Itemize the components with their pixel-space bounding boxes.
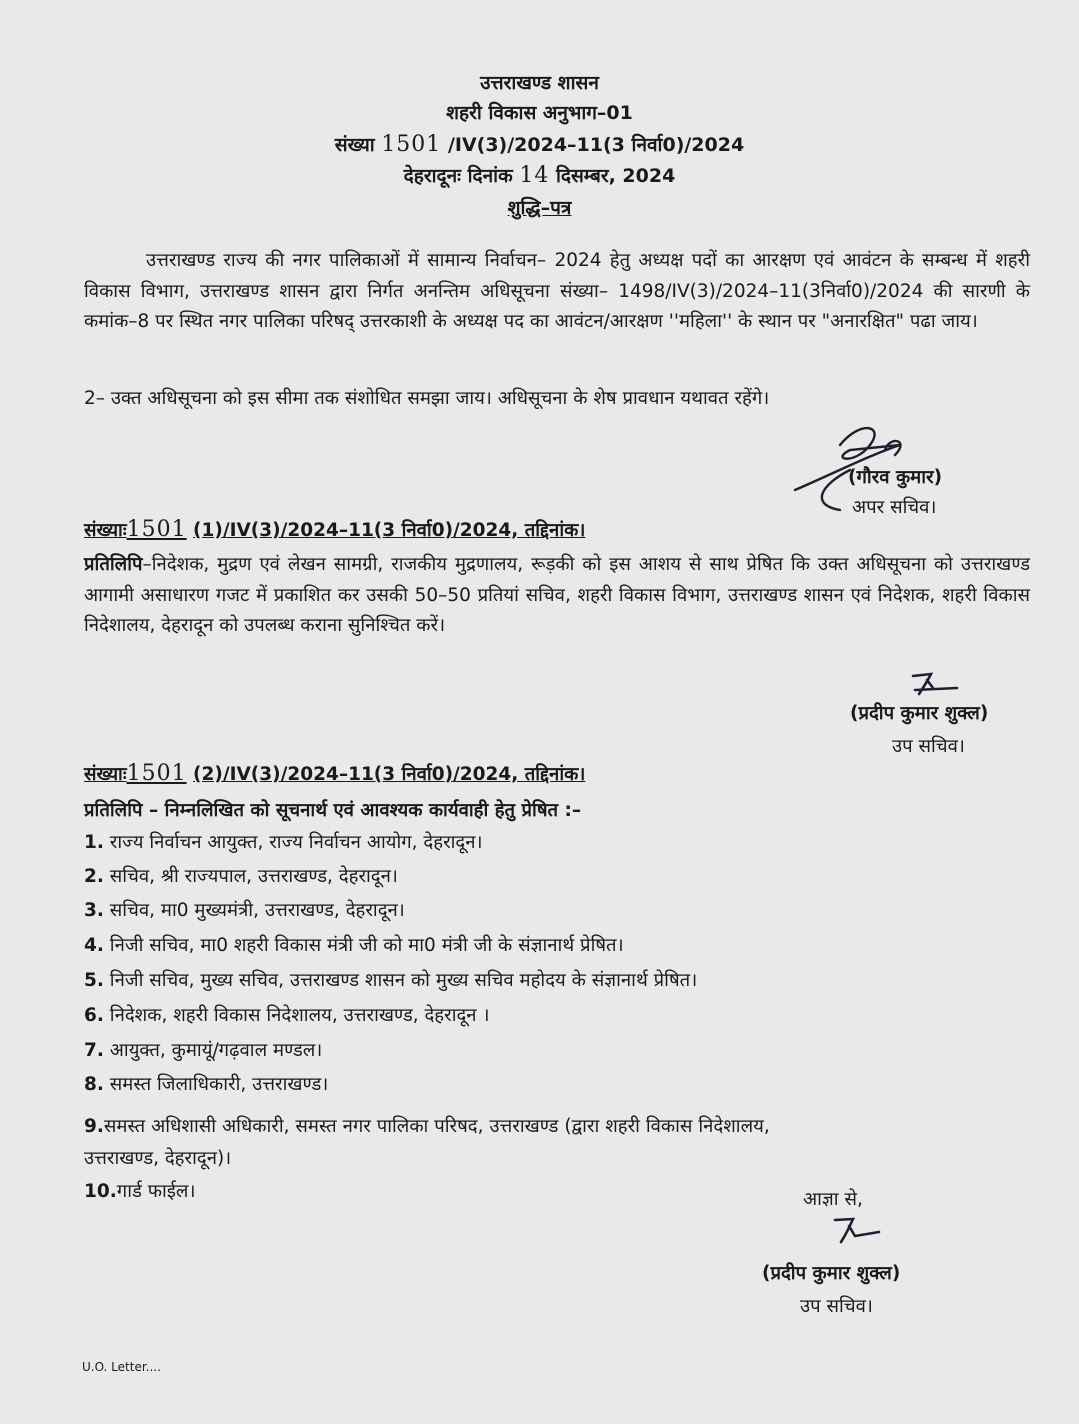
list-item: 6. निदेशक, शहरी विकास निदेशालय, उत्तराखण्ड, देहरादून ।	[84, 1005, 490, 1026]
list-item: 3. सचिव, मा0 मुख्यमंत्री, उत्तराखण्ड, देहरादून।	[84, 900, 405, 921]
second-paragraph: 2– उक्त अधिसूचना को इस सीमा तक संशोधित समझा जाय। अधिसूचना के शेष प्रावधान यथावत रहेंगे।	[84, 388, 770, 409]
place-date: देहरादूनः दिनांक 14 दिसम्बर, 2024	[403, 163, 676, 188]
reference-number: संख्या 1501 /IV(3)/2024–11(3 निर्वा0)/2024	[334, 132, 745, 157]
signatory-1-name: (गौरव कुमार)	[848, 467, 943, 488]
list-item: 10.गार्ड फाईल।	[84, 1181, 196, 1202]
list-item-continuation: उत्तराखण्ड, देहरादून)।	[84, 1148, 232, 1169]
list-item: 2. सचिव, श्री राज्यपाल, उत्तराखण्ड, देहरादून।	[84, 866, 398, 887]
handwritten-date: 14	[519, 163, 550, 188]
by-order-text: आज्ञा से,	[803, 1189, 863, 1210]
signatory-2-designation: उप सचिव।	[892, 736, 965, 757]
department-name: उत्तराखण्ड शासन	[480, 72, 599, 94]
handwritten-number: 1501	[381, 132, 442, 157]
footer-note: U.O. Letter....	[82, 1360, 161, 1374]
list-item: 1. राज्य निर्वाचन आयुक्त, राज्य निर्वाचन आयोग, देहरादून।	[84, 832, 483, 853]
list-item: 9.समस्त अधिशासी अधिकारी, समस्त नगर पालिका परिषद, उत्तराखण्ड (द्वारा शहरी विकास निदेशालय,	[84, 1116, 770, 1137]
section-name: शहरी विकास अनुभाग–01	[446, 102, 633, 124]
signature-2-image	[905, 664, 965, 700]
copy-1-reference: संख्याः1501 (1)/IV(3)/2024–11(3 निर्वा0)/2024, तद्दिनांक।	[84, 517, 586, 542]
copy-1-text: प्रतिलिपि–निदेशक, मुद्रण एवं लेखन सामग्री, राजकीय मुद्रणालय, रूड़की को इस आशय से साथ प्रेषित कि उक्त अधिसूचना को उत्तराखण्ड आगामी असाधारण गजट में प्रकाशित कर उसकी 50–50 प्रतियां सचिव, शहरी विकास विभाग, उत्तराखण्ड शासन एवं निदेशक, शहरी विकास निदेशालय, देहरादून को उपलब्ध कराना सुनिश्चित करें।	[84, 554, 1030, 636]
corrigendum-paragraph: उत्तराखण्ड राज्य की नगर पालिकाओं में सामान्य निर्वाचन– 2024 हेतु अध्यक्ष पदों का आरक्षण एवं आवंटन के सम्बन्ध में शहरी विकास विभाग, उत्तराखण्ड शासन द्वारा निर्गत अनन्तिम अधिसूचना संख्या– 1498/IV(3)/2024–11(3निर्वा0)/2024 की सारणी के कमांक–8 पर स्थित नगर पालिका परिषद् उत्तरकाशी के अध्यक्ष पद का आवंटन/आरक्षण ''महिला'' के स्थान पर "अनारक्षित" पढा जाय।	[84, 250, 1030, 332]
list-item: 5. निजी सचिव, मुख्य सचिव, उत्तराखण्ड शासन को मुख्य सचिव महोदय के संज्ञानार्थ प्रेषित।	[84, 970, 698, 991]
signatory-3-designation: उप सचिव।	[800, 1296, 873, 1317]
signatory-2-name: (प्रदीप कुमार शुक्ल)	[850, 703, 989, 724]
signatory-1-designation: अपर सचिव।	[852, 497, 937, 518]
list-item: 8. समस्त जिलाधिकारी, उत्तराखण्ड।	[84, 1074, 329, 1095]
copy-2-intro: प्रतिलिपि – निम्नलिखित को सूचनार्थ एवं आवश्यक कार्यवाही हेतु प्रेषित :–	[84, 800, 582, 821]
document-title: शुद्धि–पत्र	[507, 197, 572, 219]
signature-3-image	[825, 1210, 885, 1250]
signatory-3-name: (प्रदीप कुमार शुक्ल)	[762, 1263, 901, 1284]
list-item: 7. आयुक्त, कुमायूं/गढ़वाल मण्डल।	[84, 1040, 323, 1061]
copy-2-handwritten-number: 1501	[126, 761, 187, 786]
copy-1-handwritten-number: 1501	[126, 517, 187, 542]
list-item: 4. निजी सचिव, मा0 शहरी विकास मंत्री जी को मा0 मंत्री जी के संज्ञानार्थ प्रेषित।	[84, 935, 624, 956]
copy-2-reference: संख्याः1501 (2)/IV(3)/2024–11(3 निर्वा0)/2024, तद्दिनांक।	[84, 761, 586, 786]
